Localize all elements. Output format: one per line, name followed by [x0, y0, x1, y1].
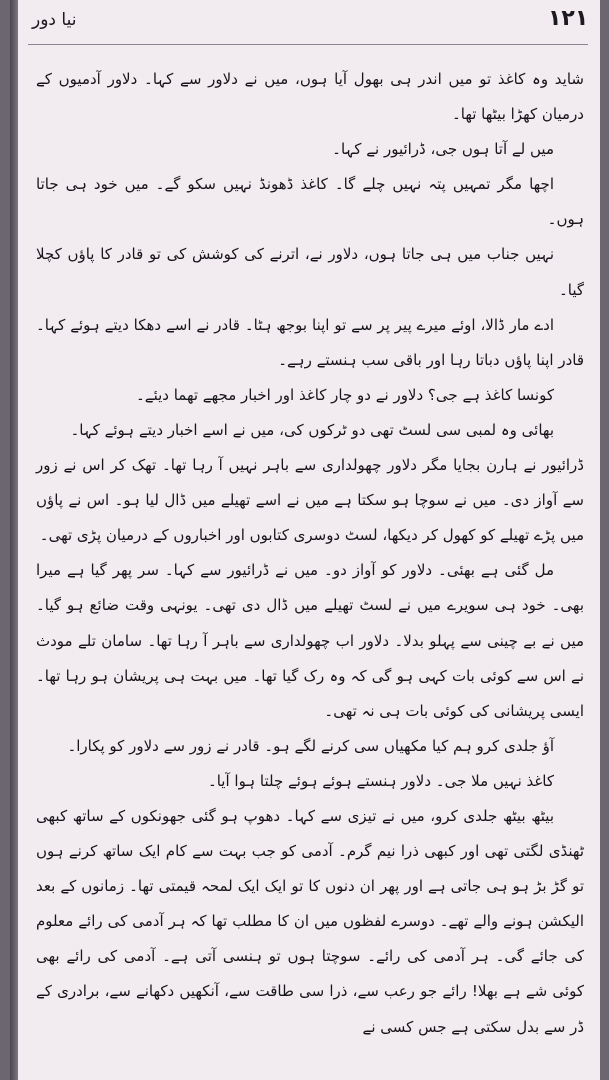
- paragraph: شاید وہ کاغذ تو میں اندر ہی بھول آیا ہوں، میں نے دلاور سے کہا۔ دلاور آدمیوں کے درمیان کھڑا بیٹھا تھا۔: [36, 70, 584, 124]
- paragraph: آؤ جلدی کرو ہم کیا مکھیاں سی کرنے لگے ہو۔ قادر نے زور سے دلاور کو پکارا۔: [67, 736, 554, 755]
- body-text: [36, 62, 584, 1045]
- paragraph: ادے مار ڈالا، اوئے میرے پیر پر سے تو اپنا بوجھ ہٹا۔ قادر نے اسے دھکا دیتے ہوئے کہا۔ قادر اپنا پاؤں دباتا رہا اور باقی سب ہنستے رہے۔: [36, 315, 584, 369]
- page-number: ۱۲۱: [548, 6, 589, 31]
- paragraph: مل گئی ہے بھئی۔ دلاور کو آواز دو۔ میں نے ڈرائیور سے کہا۔ سر پھر گیا ہے میرا بھی۔ خود ہی سویرے میں نے لسٹ تھیلے میں ڈال دی تھی۔ یونہی وقت ضائع ہو گیا۔ میں نے بے چینی سے پہلو بدلا۔ دلاور اب چھولداری سے باہر آ رہا تھا۔ سامان تلے مودث نے اس سے کوئی بات کہی ہو گی کہ وہ رک گیا تھا۔ میں بہت ہی پریشان ہو رہا تھا۔ ایسی پریشانی کی کوئی بات ہی نہ تھی۔: [36, 561, 584, 720]
- paragraph: بھائی وہ لمبی سی لسٹ تھی دو ٹرکوں کی، میں نے اسے اخبار دیتے ہوئے کہا۔: [70, 420, 554, 439]
- paragraph: میں لے آتا ہوں جی، ڈرائیور نے کہا۔: [332, 140, 554, 159]
- book-page: [10, 0, 600, 1080]
- paragraph: اچھا مگر تمہیں پتہ نہیں چلے گا۔ کاغذ ڈھونڈ نہیں سکو گے۔ میں خود ہی جاتا ہوں۔: [36, 175, 584, 229]
- paragraph: کونسا کاغذ ہے جی؟ دلاور نے دو چار کاغذ اور اخبار مجھے تھما دیئے۔: [135, 385, 554, 404]
- paragraph: ڈرائیور نے ہارن بجایا مگر دلاور چھولداری سے باہر نہیں آ رہا تھا۔ تھک کر اس نے زور سے آواز دی۔ میں نے سوچا ہو سکتا ہے میں نے اسے تھیلے میں ڈال لیا ہو۔ اس نے پاؤں میں پڑے تھیلے کو کھول کر دیکھا، لسٹ دوسری کتابوں اور اخباروں کے درمیان پڑی تھی۔: [36, 456, 584, 545]
- paragraph: کاغذ نہیں ملا جی۔ دلاور ہنستے ہوئے ہوئے چلتا ہوا آیا۔: [207, 771, 554, 790]
- header-rule: [28, 44, 588, 45]
- page-gutter-shadow: [10, 0, 18, 1080]
- page-header: [10, 0, 600, 60]
- paragraph: بیٹھ بیٹھ جلدی کرو، میں نے تیزی سے کہا۔ دھوپ ہو گئی جھونکوں کے ساتھ کبھی ٹھنڈی لگتی تھی اور کبھی ذرا نیم گرم۔ آدمی کو جب بہت سے کام ایک ساتھ کرنے ہوں تو گڑ بڑ ہو ہی جاتی ہے اور پھر ان دنوں کا تو ایک ایک لمحہ قیمتی تھا۔ زمانوں کے بعد الیکشن ہونے والے تھے۔ دوسرے لفظوں میں ان کا مطلب تھا کہ ہر آدمی کی رائے معلوم کی جائے گی۔ ہر آدمی کی رائے۔ سوچتا ہوں تو ہنسی آتی ہے۔ آدمی کی رائے بھی کوئی شے ہے بھلا! رائے جو رعب سے، ذرا سی طاقت سے، آنکھیں دکھانے سے، برادری کے ڈر سے بدل سکتی ہے جس کسی نے: [36, 806, 584, 1036]
- paragraph: نہیں جناب میں ہی جاتا ہوں، دلاور نے، اترنے کی کوشش کی تو قادر کا پاؤں کچلا گیا۔: [36, 245, 584, 299]
- running-title: نیا دور: [32, 10, 77, 30]
